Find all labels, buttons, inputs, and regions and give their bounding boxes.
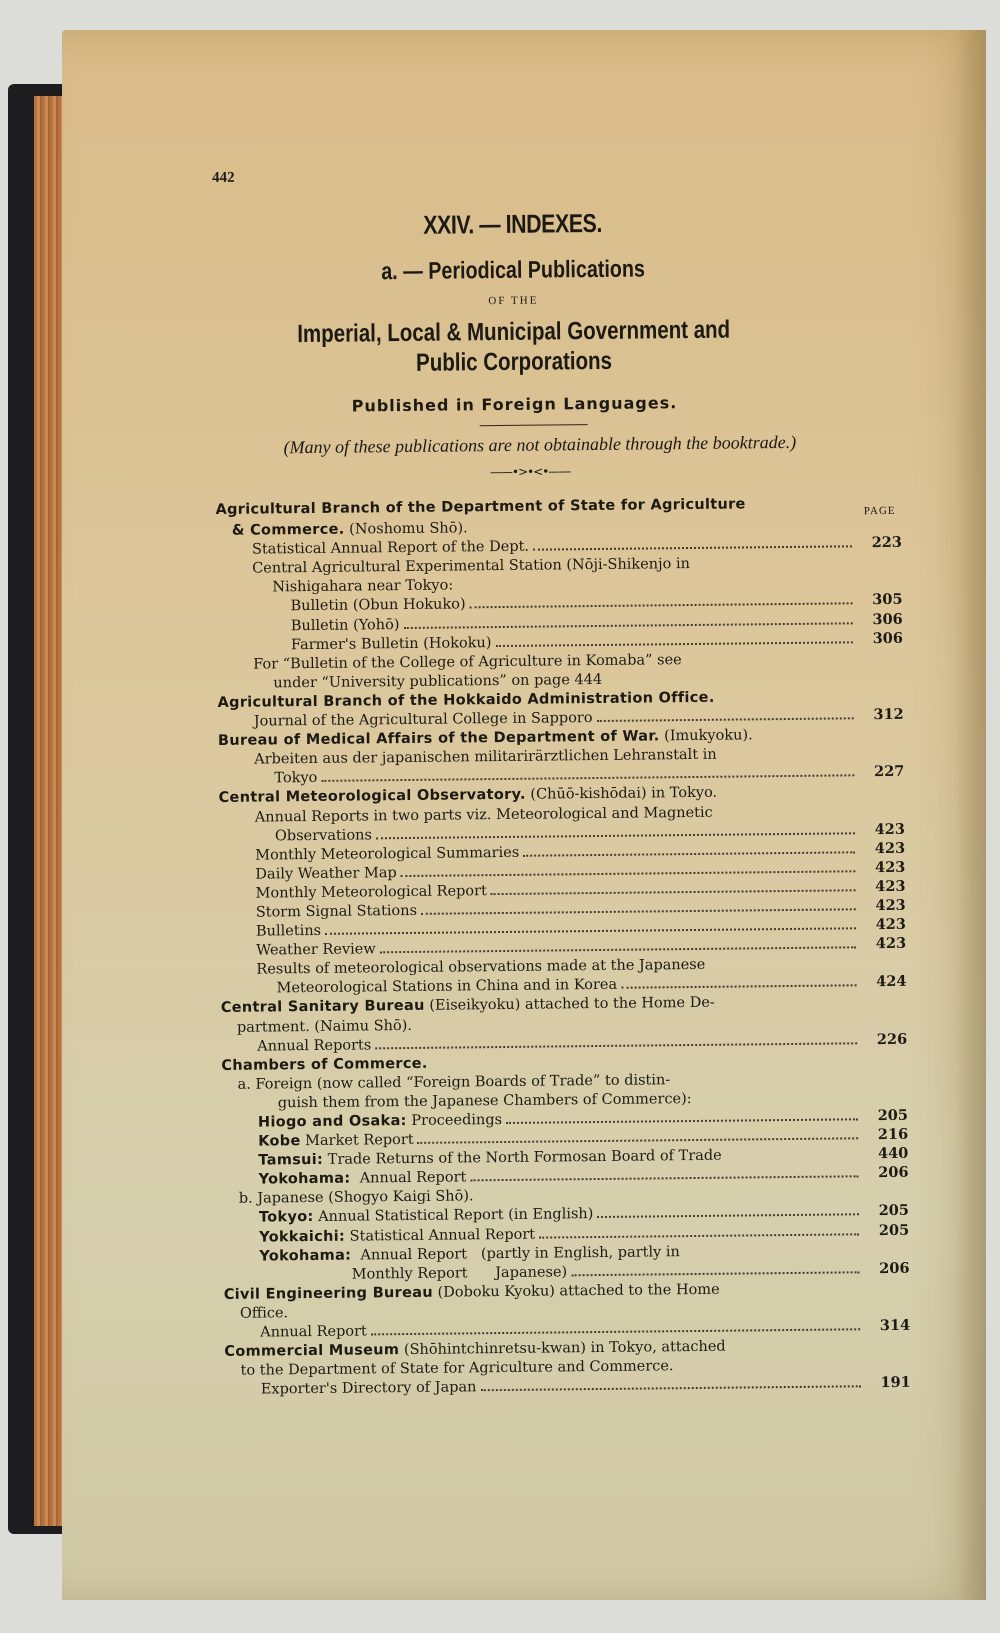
entry-text: [272, 577, 453, 596]
entry-detail: under “University publications” on page 444: [273, 671, 603, 692]
entry-detail: Central Agricultural Experimental Station (Nōji-Shikenjo in: [252, 556, 690, 577]
entry-detail: Annual Report: [350, 1169, 467, 1187]
page-reference: 423: [875, 896, 906, 915]
entry-detail: Tokyo: [274, 770, 318, 787]
page-reference: 191: [880, 1374, 911, 1392]
entry-detail: partment. (Naimu Shō).: [236, 1017, 413, 1036]
entry-detail: Market Report: [300, 1132, 414, 1150]
main-heading-line2: Public Corporations: [415, 346, 613, 377]
page-reference: 423: [874, 858, 906, 876]
entry-heading: Agricultural Branch of the Department of State for Agriculture: [215, 496, 746, 518]
page-reference: 423: [874, 820, 906, 838]
entry-detail: Annual Report (partly in English, partly in: [351, 1243, 680, 1264]
page-reference: 424: [876, 973, 907, 991]
entry-detail: Statistical Annual Report of the Dept.: [251, 538, 530, 558]
dot-leader: [470, 591, 853, 609]
entry-detail: Monthly Meteorological Summaries: [255, 844, 520, 864]
entry-heading-bold: Central Meteorological Observatory.: [218, 787, 526, 807]
page-reference: 423: [874, 839, 906, 857]
entry-heading-bold: & Commerce.: [231, 521, 345, 539]
entry-text: [273, 671, 602, 691]
entry-heading: Agricultural Branch of the Hokkaido Administration Office.: [217, 689, 715, 711]
entry-heading-bold: Hiogo and Osaka:: [257, 1113, 407, 1131]
entry-detail: Office.: [239, 1305, 289, 1322]
entry-heading-bold: Yokkaichi:: [259, 1228, 346, 1246]
entry-detail: Annual Report: [260, 1323, 367, 1341]
entry-detail: Annual Statistical Report (in English): [313, 1206, 594, 1226]
entry-detail: Daily Weather Map: [255, 864, 397, 883]
page-reference: 223: [871, 533, 903, 552]
dot-leader: [539, 1221, 859, 1238]
page-reference: 205: [877, 1106, 909, 1125]
page-reference: 423: [875, 934, 907, 953]
dot-leader: [480, 1374, 860, 1392]
entry-detail: guish them from the Japanese Chambers of Commerce):: [277, 1090, 692, 1112]
entry-detail: Nishigahara near Tokyo:: [272, 577, 454, 596]
entry-heading-bold: Commercial Museum: [224, 1342, 400, 1361]
page-reference: 306: [872, 610, 903, 628]
page-reference: 216: [877, 1125, 909, 1144]
entry-text: [274, 768, 317, 788]
dot-leader: [491, 877, 856, 895]
ornament-divider: ——•>•<•——: [489, 464, 571, 480]
dot-leader: [506, 1106, 858, 1124]
page-reference: 305: [872, 591, 903, 609]
entry-text: [255, 863, 397, 884]
entry-detail: Meteorological Stations in China and in Korea: [276, 977, 618, 997]
entry-heading-bold: Tamsui:: [258, 1152, 324, 1169]
entry-detail: Farmer's Bulletin (Hokoku): [290, 634, 492, 653]
page-reference: 227: [873, 763, 905, 781]
entry-heading-bold: Central Sanitary Bureau: [220, 998, 425, 1017]
page-reference: 205: [878, 1202, 910, 1220]
dot-leader: [533, 534, 852, 551]
entry-detail: For “Bulletin of the College of Agriculture in Komaba” see: [253, 651, 682, 673]
entry-text: [261, 1378, 477, 1400]
entry-detail: Proceedings: [406, 1112, 503, 1130]
of-the-label: OF THE: [488, 294, 539, 308]
published-line: Published in Foreign Languages.: [351, 393, 678, 416]
entry-detail: Monthly Report Japanese): [259, 1264, 568, 1284]
page-number: 442: [212, 169, 235, 186]
entry-text: [221, 1055, 427, 1074]
entry-heading-bold: Kobe: [258, 1133, 301, 1150]
dot-leader: [470, 1164, 858, 1182]
entry-text: [239, 1188, 474, 1207]
dot-leader: [597, 1202, 859, 1219]
book-page: [62, 30, 986, 1600]
entry-text: [257, 1035, 371, 1056]
entry-text: [275, 825, 372, 846]
entry-detail: Storm Signal Stations: [255, 902, 418, 921]
dot-leader: [621, 973, 857, 989]
entry-detail: Bulletins: [255, 922, 322, 940]
entry-detail: Bulletin (Obun Hokuko): [290, 596, 466, 615]
entry-detail: Journal of the Agricultural College in Sapporo: [253, 710, 593, 730]
section-subtitle: a. — Periodical Publications: [381, 255, 645, 286]
entry-heading-bold: Tokyo:: [258, 1209, 314, 1227]
entry-heading-bold: Civil Engineering Bureau: [223, 1284, 434, 1303]
entry-heading-bold: Yokohama:: [258, 1170, 351, 1188]
dot-leader: [596, 705, 853, 722]
entry-text: [256, 921, 321, 942]
page-reference: 206: [879, 1259, 910, 1277]
main-heading: [268, 314, 761, 379]
entry-text: [237, 1016, 412, 1035]
entry-text: [291, 615, 400, 636]
entry-detail: Bulletin (Yohō): [290, 616, 400, 634]
dot-leader: [495, 629, 853, 647]
entry-text: [240, 1304, 288, 1322]
page-reference: 440: [877, 1144, 909, 1163]
entry-detail: to the Department of State for Agriculture and Commerce.: [240, 1358, 674, 1379]
entry-detail: (Eiseikyoku) attached to the Home De-: [424, 995, 715, 1015]
entry-detail: Statistical Annual Report: [344, 1226, 536, 1245]
entry-heading-bold: Bureau of Medical Affairs of the Department of War.: [217, 728, 660, 750]
entry-heading: Chambers of Commerce.: [221, 1055, 428, 1074]
entry-heading-bold: Yokohama:: [259, 1247, 352, 1265]
dot-leader: [523, 839, 855, 856]
entry-detail: Trade Returns of the North Formosan Board of Trade: [323, 1147, 722, 1169]
main-heading-line1: Imperial, Local & Municipal Government and: [297, 315, 731, 349]
entry-detail: (Shōhintchinretsu-kwan) in Tokyo, attached: [399, 1338, 726, 1359]
page-column-header: PAGE: [863, 504, 896, 518]
entry-detail: (Imukyoku).: [659, 727, 753, 745]
entry-detail: Annual Reports in two parts viz. Meteorological and Magnetic: [254, 804, 713, 826]
entry-detail: Observations: [274, 826, 372, 844]
entry-detail: Results of meteorological observations made at the Japanese: [256, 957, 706, 978]
index-entries: [215, 493, 911, 1399]
dot-leader: [571, 1259, 860, 1276]
page-reference: 314: [879, 1316, 911, 1335]
page-content: [212, 162, 952, 1398]
entry-detail: (Noshomu Shō).: [344, 520, 468, 538]
entry-detail: Annual Reports: [257, 1037, 372, 1055]
page-reference: 423: [875, 877, 906, 895]
entry-text: [260, 1321, 367, 1342]
entry-detail: a. Foreign (now called “Foreign Boards of Trade” to distin-: [237, 1072, 671, 1093]
page-reference: 206: [878, 1164, 909, 1182]
entry-text: [215, 495, 745, 518]
entry-detail: Monthly Meteorological Report: [255, 883, 487, 902]
page-reference: 205: [878, 1221, 910, 1239]
entry-text: [232, 519, 468, 538]
page-reference: 306: [872, 629, 904, 647]
section-title: XXIV. — INDEXES.: [423, 207, 603, 240]
entry-detail: Arbeiten aus der japanischen militarirärztlichen Lehranstalt in: [254, 746, 717, 768]
booktrade-note: (Many of these publications are not obtainable through the booktrade.): [283, 431, 797, 458]
entry-text: [256, 939, 376, 960]
divider-rule: [480, 424, 588, 426]
entry-detail: Weather Review: [256, 941, 376, 959]
entry-detail: (Chūō-kishōdai) in Tokyo.: [525, 785, 718, 804]
page-reference: 312: [873, 705, 904, 724]
entry-detail: Exporter's Directory of Japan: [260, 1379, 477, 1398]
entry-detail: (Doboku Kyoku) attached to the Home: [432, 1281, 720, 1301]
page-reference: 226: [876, 1030, 908, 1048]
page-reference: 423: [875, 915, 907, 934]
entry-detail: b. Japanese (Shogyo Kaigi Shō).: [238, 1188, 474, 1208]
